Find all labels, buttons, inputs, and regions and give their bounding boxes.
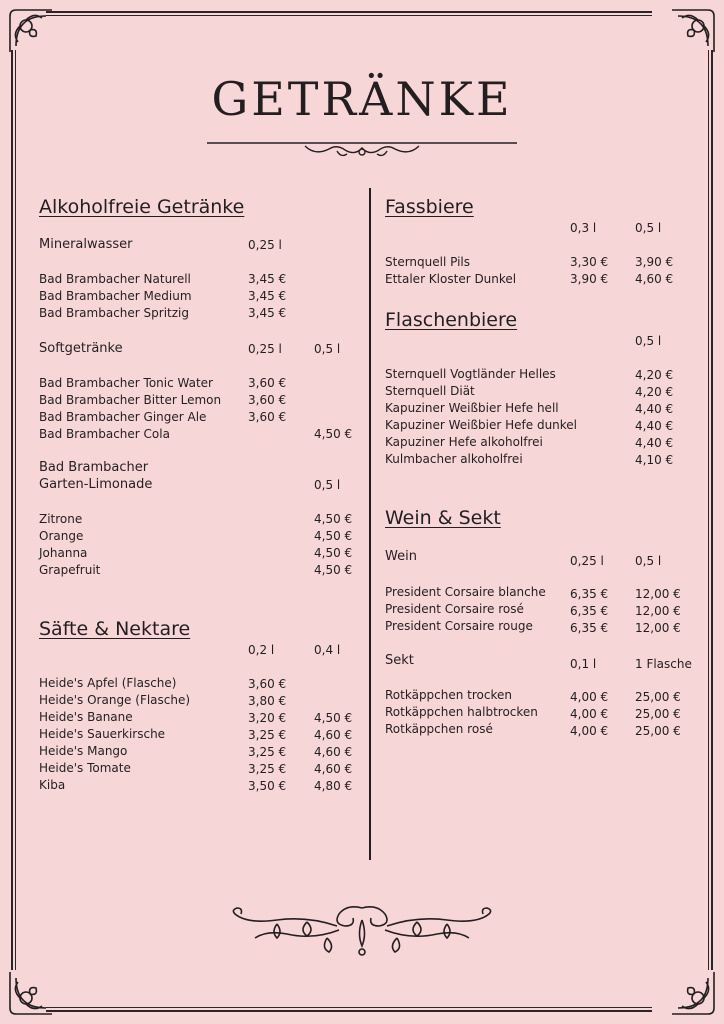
size-soft-1: 0,25 l	[248, 342, 282, 356]
price-1: 3,60 €	[248, 677, 287, 691]
size-wein-1: 0,25 l	[570, 554, 604, 568]
list-item: Johanna	[39, 546, 88, 560]
subheading-limonade-2: Garten-Limonade	[39, 477, 153, 492]
list-item: Orange	[39, 529, 84, 543]
price-1: 3,25 €	[248, 745, 287, 759]
corner-ornament-top-right	[668, 6, 718, 56]
frame-right-line	[711, 50, 713, 970]
price-1: 6,35 €	[570, 587, 609, 601]
size-limonade-2: 0,5 l	[314, 478, 341, 492]
title-divider-ornament	[205, 132, 519, 160]
price-1: 3,80 €	[248, 694, 287, 708]
section-heading-saefte: Säfte & Nektare	[39, 618, 191, 640]
price-1: 3,45 €	[248, 272, 287, 286]
corner-ornament-top-left	[6, 6, 56, 56]
price-2: 4,40 €	[635, 436, 674, 450]
price-1: 3,90 €	[570, 272, 609, 286]
size-fass-2: 0,5 l	[635, 221, 662, 235]
price-1: 3,30 €	[570, 255, 609, 269]
page-title: GETRÄNKE	[211, 72, 513, 126]
price-1: 3,50 €	[248, 779, 287, 793]
price-2: 4,10 €	[635, 453, 674, 467]
size-flasche-2: 0,5 l	[635, 334, 662, 348]
list-item: Bad Brambacher Bitter Lemon	[39, 393, 222, 407]
price-2: 12,00 €	[635, 604, 681, 618]
price-2: 4,50 €	[314, 546, 353, 560]
size-saefte-1: 0,2 l	[248, 643, 275, 657]
list-item: Kapuziner Weißbier Hefe dunkel	[385, 418, 578, 432]
size-sekt-2: 1 Flasche	[635, 657, 692, 671]
frame-right-line-inner	[708, 50, 709, 970]
price-1: 3,60 €	[248, 376, 287, 390]
list-item: Zitrone	[39, 512, 83, 526]
frame-bottom-line-inner	[46, 1007, 652, 1008]
size-saefte-2: 0,4 l	[314, 643, 341, 657]
list-item: Bad Brambacher Medium	[39, 289, 192, 303]
price-1: 3,60 €	[248, 410, 287, 424]
list-item: Heide's Mango	[39, 744, 128, 758]
list-item: Heide's Orange (Flasche)	[39, 693, 191, 707]
list-item: Kulmbacher alkoholfrei	[385, 452, 523, 466]
list-item: Bad Brambacher Naturell	[39, 272, 191, 286]
price-2: 4,50 €	[314, 529, 353, 543]
list-item: Heide's Apfel (Flasche)	[39, 676, 177, 690]
price-1: 6,35 €	[570, 604, 609, 618]
price-2: 4,60 €	[314, 762, 353, 776]
list-item: Rotkäppchen halbtrocken	[385, 705, 538, 719]
list-item: Sternquell Pils	[385, 255, 471, 269]
price-2: 4,80 €	[314, 779, 353, 793]
price-1: 3,60 €	[248, 393, 287, 407]
price-2: 4,50 €	[314, 512, 353, 526]
list-item: President Corsaire rouge	[385, 619, 533, 633]
price-2: 4,40 €	[635, 402, 674, 416]
price-2: 4,50 €	[314, 427, 353, 441]
size-mineralwasser-1: 0,25 l	[248, 238, 282, 252]
price-1: 3,45 €	[248, 289, 287, 303]
list-item: Kapuziner Hefe alkoholfrei	[385, 435, 543, 449]
price-2: 25,00 €	[635, 724, 681, 738]
subheading-softgetraenke: Softgetränke	[39, 341, 123, 356]
price-2: 3,90 €	[635, 255, 674, 269]
list-item: Heide's Sauerkirsche	[39, 727, 166, 741]
list-item: Rotkäppchen trocken	[385, 688, 513, 702]
bottom-floral-ornament	[227, 900, 497, 962]
list-item: President Corsaire rosé	[385, 602, 524, 616]
price-2: 4,40 €	[635, 419, 674, 433]
section-heading-wein-sekt: Wein & Sekt	[385, 507, 501, 529]
subheading-limonade-1: Bad Brambacher	[39, 460, 149, 475]
price-2: 4,50 €	[314, 563, 353, 577]
list-item: Bad Brambacher Spritzig	[39, 306, 189, 320]
size-soft-2: 0,5 l	[314, 342, 341, 356]
list-item: Sternquell Vogtländer Helles	[385, 367, 556, 381]
list-item: Ettaler Kloster Dunkel	[385, 272, 517, 286]
list-item: Heide's Tomate	[39, 761, 131, 775]
corner-ornament-bottom-right	[668, 968, 718, 1018]
frame-bottom-line	[46, 1010, 652, 1012]
price-2: 4,60 €	[314, 728, 353, 742]
column-divider	[369, 188, 371, 860]
price-2: 12,00 €	[635, 621, 681, 635]
frame-top-line	[46, 11, 652, 13]
price-1: 3,20 €	[248, 711, 287, 725]
price-2: 4,60 €	[314, 745, 353, 759]
price-1: 6,35 €	[570, 621, 609, 635]
price-2: 25,00 €	[635, 707, 681, 721]
subheading-mineralwasser: Mineralwasser	[39, 237, 133, 252]
list-item: President Corsaire blanche	[385, 585, 546, 599]
price-1: 3,25 €	[248, 762, 287, 776]
frame-top-line-inner	[46, 15, 652, 16]
list-item: Kiba	[39, 778, 66, 792]
size-fass-1: 0,3 l	[570, 221, 597, 235]
list-item: Kapuziner Weißbier Hefe hell	[385, 401, 559, 415]
price-2: 4,50 €	[314, 711, 353, 725]
list-item: Heide's Banane	[39, 710, 133, 724]
frame-left-line-inner	[15, 50, 16, 970]
list-item: Bad Brambacher Cola	[39, 427, 170, 441]
section-heading-flaschenbiere: Flaschenbiere	[385, 309, 518, 331]
section-heading-fassbiere: Fassbiere	[385, 196, 474, 218]
list-item: Grapefruit	[39, 563, 101, 577]
size-sekt-1: 0,1 l	[570, 657, 597, 671]
price-2: 4,20 €	[635, 385, 674, 399]
list-item: Rotkäppchen rosé	[385, 722, 493, 736]
price-2: 4,20 €	[635, 368, 674, 382]
price-2: 25,00 €	[635, 690, 681, 704]
price-1: 4,00 €	[570, 690, 609, 704]
subheading-sekt: Sekt	[385, 653, 414, 668]
size-wein-2: 0,5 l	[635, 554, 662, 568]
price-2: 12,00 €	[635, 587, 681, 601]
list-item: Bad Brambacher Ginger Ale	[39, 410, 207, 424]
price-1: 4,00 €	[570, 707, 609, 721]
corner-ornament-bottom-left	[6, 968, 56, 1018]
section-heading-alkoholfrei: Alkoholfreie Getränke	[39, 196, 245, 218]
list-item: Bad Brambacher Tonic Water	[39, 376, 213, 390]
subheading-wein: Wein	[385, 549, 417, 564]
price-2: 4,60 €	[635, 272, 674, 286]
list-item: Sternquell Diät	[385, 384, 475, 398]
price-1: 3,45 €	[248, 306, 287, 320]
price-1: 4,00 €	[570, 724, 609, 738]
frame-left-line	[11, 50, 13, 970]
price-1: 3,25 €	[248, 728, 287, 742]
